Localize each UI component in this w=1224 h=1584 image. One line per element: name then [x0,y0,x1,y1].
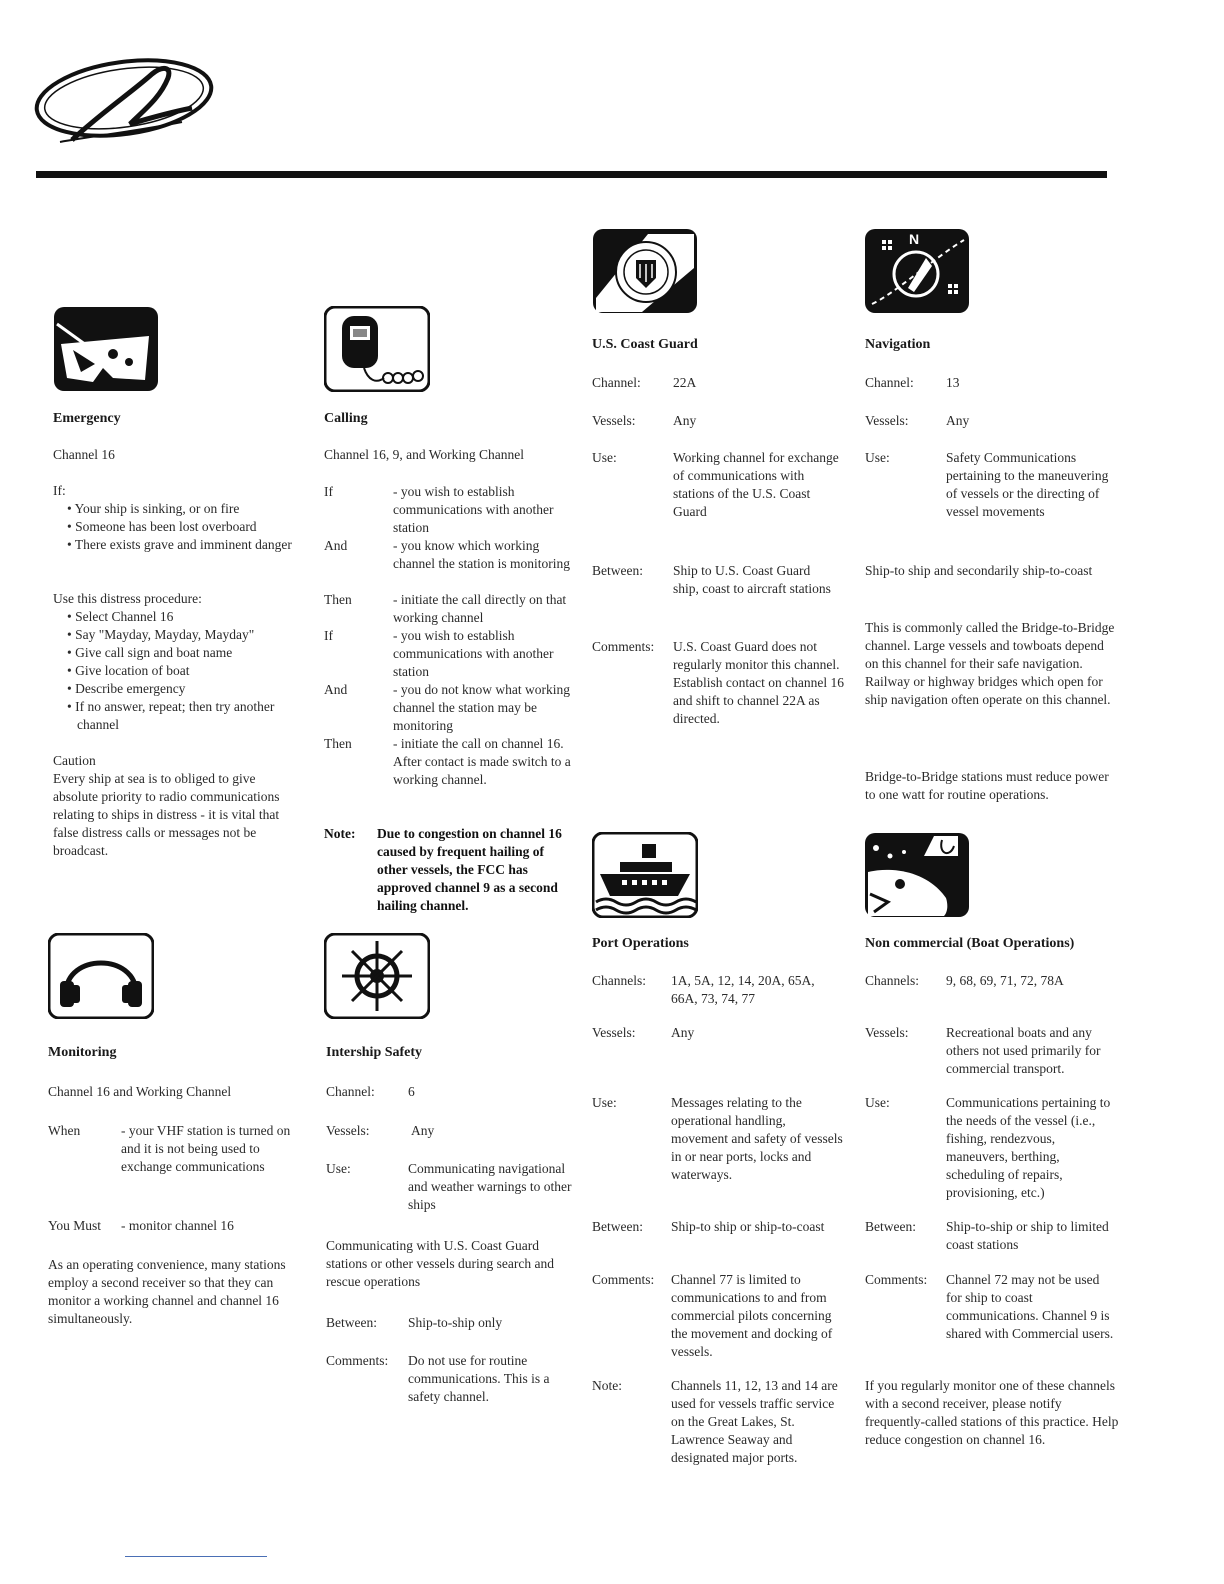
intership-comments-label: Comments: [326,1353,389,1368]
emergency-caution-title: Caution [53,753,96,768]
monitoring-title: Monitoring [48,1045,117,1060]
list-item: • Give call sign and boat name [55,644,307,662]
navigation-para3: Bridge-to-Bridge stations must reduce power to one watt for routine operations. [865,769,1109,802]
calling-note-text: Due to congestion on channel 16 caused by frequent hailing of other vessels, the FCC has approved channel 9 as a second hailing channel. [377,826,562,913]
port-ops-comments: Channel 77 is limited to communications to and from commercial pilots concerning the movement and docking of vessels. [671,1272,833,1359]
compass-navigation-icon [864,228,970,314]
monitoring-when-label: When [48,1123,81,1138]
calling-row-text: - you wish to establish communications with another station [393,628,554,679]
monitoring-when-text: - your VHF station is turned on and it is not being used to exchange communications [121,1123,291,1174]
compass-letter: N [909,231,920,247]
calling-row-text: - initiate the call directly on that working channel [393,592,567,625]
header-rule [36,171,1107,178]
port-ops-use-label: Use: [592,1095,617,1110]
navigation-title: Navigation [865,337,931,352]
calling-row-label: Then [324,592,352,607]
ship-port-icon [592,832,698,918]
intership-title: Intership Safety [326,1045,423,1060]
coast-guard-title: U.S. Coast Guard [592,337,698,352]
calling-title: Calling [324,411,368,426]
list-item: • Your ship is sinking, or on fire [55,500,305,518]
calling-channels: Channel 16, 9, and Working Channel [324,447,525,462]
monitoring-must-text: - monitor channel 16 [121,1218,234,1233]
noncommercial-vessels: Recreational boats and any others not used primarily for commercial transport. [946,1025,1101,1076]
port-ops-channels: 1A, 5A, 12, 14, 20A, 65A, 66A, 73, 74, 77 [671,973,815,1006]
ship-wheel-icon [324,933,430,1019]
emergency-channel: Channel 16 [53,447,115,462]
navigation-para2: This is commonly called the Bridge-to-Bridge channel. Large vessels and towboats depend on this channel for their safe navigation. Railway or highway bridges which open for ship navigation often operate on this channel. [865,620,1115,707]
port-ops-title: Port Operations [592,936,689,951]
intership-channel-label: Channel: [326,1084,375,1099]
monitoring-must-label: You Must [48,1218,102,1233]
coast-guard-seal-icon [592,228,698,314]
port-ops-vessels-label: Vessels: [592,1025,636,1040]
emergency-if-label: If: [53,483,66,498]
list-item: • Select Channel 16 [55,608,307,626]
navigation-vessels-label: Vessels: [865,413,909,428]
navigation-vessels: Any [946,413,970,428]
list-item: • Describe emergency [55,680,307,698]
port-ops-comments-label: Comments: [592,1272,655,1287]
emergency-icon [53,306,159,392]
coast-guard-channel: 22A [673,375,697,390]
monitoring-para: As an operating convenience, many stations employ a second receiver so that they can monitor a working channel and channel 16 simultaneously. [48,1257,286,1326]
emergency-procedure [55,608,307,734]
coast-guard-comments: U.S. Coast Guard does not regularly monitor this channel. Establish contact on channel 16 and shift to channel 22A as directed. [673,639,844,726]
calling-row-label: Then [324,736,352,751]
coast-guard-between: Ship to U.S. Coast Guard ship, coast to aircraft stations [673,563,831,596]
monitoring-channels: Channel 16 and Working Channel [48,1084,232,1099]
intership-para: Communicating with U.S. Coast Guard stations or other vessels during search and rescue operations [326,1238,554,1289]
calling-row-text: - you know which working channel the station is monitoring [393,538,570,571]
coast-guard-channel-label: Channel: [592,375,641,390]
emergency-title: Emergency [53,411,121,426]
footer-link-underline[interactable] [125,1556,267,1557]
noncommercial-between-label: Between: [865,1219,916,1234]
coast-guard-vessels: Any [673,413,697,428]
calling-row-label: And [324,682,348,697]
emergency-conditions [55,500,305,554]
intership-comments: Do not use for routine communications. This is a safety channel. [408,1353,550,1404]
intership-between: Ship-to-ship only [408,1315,503,1330]
intership-channel: 6 [408,1084,415,1099]
noncommercial-between: Ship-to-ship or ship to limited coast stations [946,1219,1109,1252]
calling-row-label: If [324,628,333,643]
port-ops-vessels: Any [671,1025,695,1040]
noncommercial-use-label: Use: [865,1095,890,1110]
coast-guard-between-label: Between: [592,563,643,578]
headphones-icon [48,933,154,1019]
calling-row-text: - you wish to establish communications with another station [393,484,554,535]
port-ops-use: Messages relating to the operational handling, movement and safety of vessels in or near ports, locks and waterways. [671,1095,843,1182]
coast-guard-comments-label: Comments: [592,639,655,654]
noncommercial-channels: 9, 68, 69, 71, 72, 78A [946,973,1064,988]
noncommercial-vessels-label: Vessels: [865,1025,909,1040]
intership-vessels-label: Vessels: [326,1123,370,1138]
calling-row-label: If [324,484,333,499]
port-ops-between-label: Between: [592,1219,643,1234]
fishing-icon [864,832,970,918]
port-ops-channels-label: Channels: [592,973,646,988]
list-item: • There exists grave and imminent danger [55,536,305,554]
navigation-para1: Ship-to ship and secondarily ship-to-coast [865,563,1093,578]
coast-guard-use-label: Use: [592,450,617,465]
noncommercial-comments: Channel 72 may not be used for ship to coast communications. Channel 9 is shared with Commercial users. [946,1272,1114,1341]
intership-use: Communicating navigational and weather warnings to other ships [408,1161,572,1212]
intership-vessels: Any [411,1123,435,1138]
intership-between-label: Between: [326,1315,377,1330]
noncommercial-title: Non commercial (Boat Operations) [865,936,1075,951]
noncommercial-comments-label: Comments: [865,1272,928,1287]
emergency-procedure-intro: Use this distress procedure: [53,591,202,606]
port-ops-note: Channels 11, 12, 13 and 14 are used for vessels traffic service on the Great Lakes, St. Lawrence Seaway and designated major ports. [671,1378,838,1465]
port-ops-between: Ship-to ship or ship-to-coast [671,1219,825,1234]
list-item: • If no answer, repeat; then try another channel [55,698,307,734]
noncommercial-para: If you regularly monitor one of these channels with a second receiver, please notify frequently-called stations of this practice. Help reduce congestion on channel 16. [865,1378,1119,1447]
brand-logo [32,52,218,148]
noncommercial-use: Communications pertaining to the needs of the vessel (i.e., fishing, rendezvous, maneuvers, berthing, scheduling of repairs, provisioning, etc.) [946,1095,1111,1200]
coast-guard-use: Working channel for exchange of communications with stations of the U.S. Coast Guard [673,450,839,519]
radio-handset-icon [324,306,430,392]
list-item: • Someone has been lost overboard [55,518,305,536]
navigation-channel-label: Channel: [865,375,914,390]
port-ops-note-label: Note: [592,1378,622,1393]
noncommercial-channels-label: Channels: [865,973,919,988]
intership-use-label: Use: [326,1161,351,1176]
navigation-use-label: Use: [865,450,890,465]
calling-row-label: And [324,538,348,553]
list-item: • Give location of boat [55,662,307,680]
calling-note-label: Note: [324,826,356,841]
coast-guard-vessels-label: Vessels: [592,413,636,428]
list-item: • Say "Mayday, Mayday, Mayday" [55,626,307,644]
emergency-caution-text: Every ship at sea is to obliged to give absolute priority to radio communications relating to ships in distress - it is vital that false distress calls or messages not be broadcast. [53,771,280,858]
calling-row-text: - you do not know what working channel the station may be monitoring [393,682,570,733]
calling-row-text: - initiate the call on channel 16. After contact is made switch to a working channel. [393,736,571,787]
navigation-channel: 13 [946,375,960,390]
navigation-use: Safety Communications pertaining to the maneuvering of vessels or the directing of vessel movements [946,450,1109,519]
